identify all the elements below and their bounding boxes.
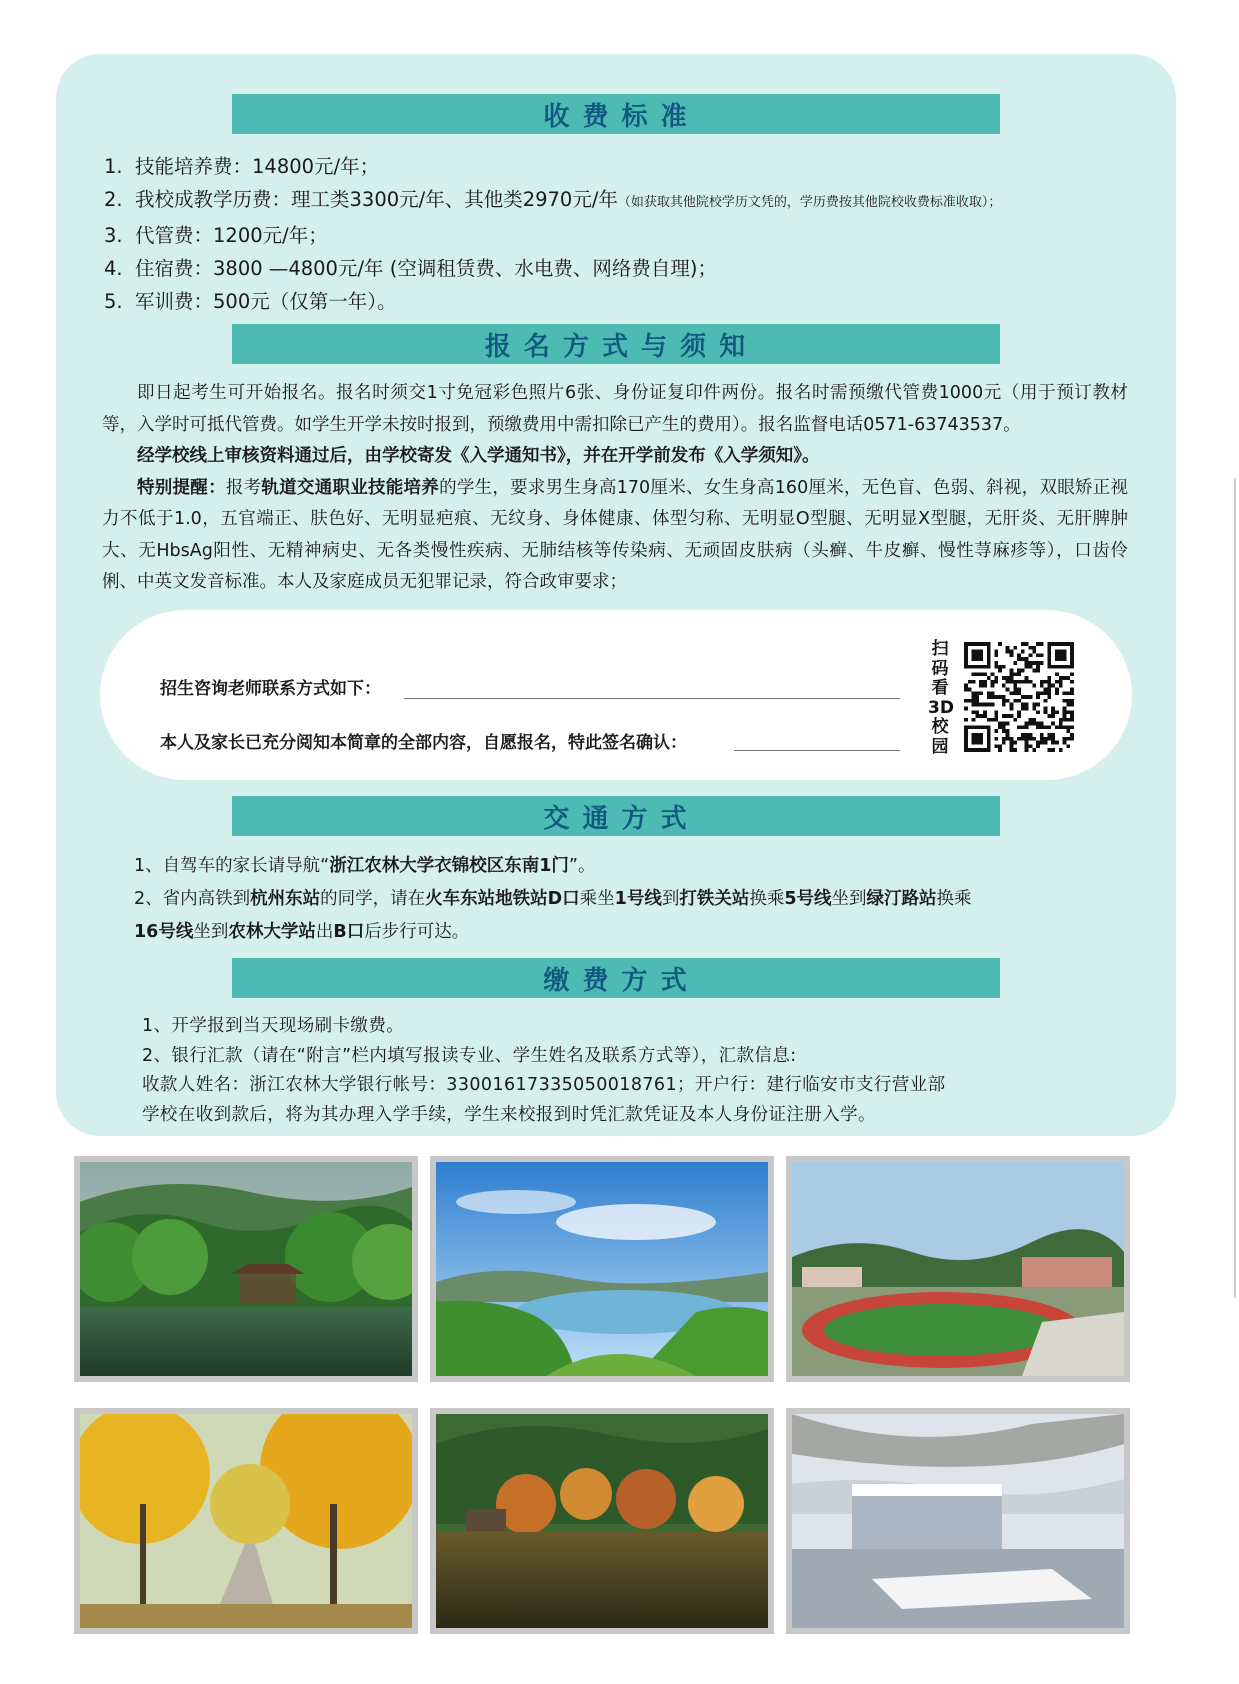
traffic-segment: 到 bbox=[661, 889, 680, 909]
traffic-line-1: 1、自驾车的家长请导航“浙江农林大学衣锦校区东南1门”。 bbox=[134, 856, 596, 876]
traffic-segment: 杭州东站 bbox=[250, 889, 321, 909]
traffic-segment: 坐到 bbox=[831, 889, 867, 909]
campus-photo-ginkgo bbox=[74, 1408, 418, 1634]
payment-line: 1、开学报到当天现场刷卡缴费。 bbox=[142, 1016, 405, 1036]
traffic-segment: 乘坐 bbox=[579, 889, 615, 909]
traffic-segment: 坐到 bbox=[193, 922, 229, 942]
traffic-segment: 1号线 bbox=[614, 889, 662, 909]
campus-photo-pavilion bbox=[74, 1156, 418, 1382]
fee-item: 4. 住宿费：3800 —4800元/年 (空调租赁费、水电费、网络费自理)； bbox=[104, 257, 717, 280]
fee-note: （如获取其他院校学历文凭的，学历费按其他院校收费标准收取）； bbox=[617, 195, 1002, 210]
qr-caption: 扫码看3D校园 bbox=[928, 639, 954, 757]
traffic-segment: 绿汀路站 bbox=[866, 889, 937, 909]
traffic-segment: 2、省内高铁到 bbox=[134, 889, 251, 909]
campus-photo-track bbox=[786, 1156, 1130, 1382]
traffic-segment: 5号线 bbox=[784, 889, 832, 909]
payment-line: 2、银行汇款（请在“附言”栏内填写报读专业、学生姓名及联系方式等），汇款信息: bbox=[142, 1045, 797, 1066]
advisor-contact-label: 招生咨询老师联系方式如下： bbox=[160, 679, 381, 699]
fee-item: 3. 代管费：1200元/年； bbox=[104, 224, 328, 247]
campus-photo-autumn-lake bbox=[430, 1408, 774, 1634]
registration-paragraph: 即日起考生可开始报名。报名时须交1寸免冠彩色照片6张、身份证复印件两份。报名时需预缴代管费1000元（用于预订教材等，入学时可抵代管费。如学生开学未按时报到，预缴费用中需扣除已产生的费用）。报名监督电话0571-63743537。 bbox=[102, 383, 1128, 435]
advisor-contact-line[interactable] bbox=[404, 698, 900, 699]
traffic-segment: 火车东站地铁站D口 bbox=[425, 889, 580, 909]
campus-photo-lake bbox=[430, 1156, 774, 1382]
registration-text bbox=[102, 378, 1128, 599]
traffic-text bbox=[134, 850, 1134, 949]
notice-paragraph: 经学校线上审核资料通过后，由学校寄发《入学通知书》，并在开学前发布《入学须知》。 bbox=[137, 446, 820, 466]
signature-line[interactable] bbox=[734, 750, 900, 751]
traffic-segment: 后步行可达。 bbox=[364, 922, 470, 942]
traffic-line-2 bbox=[134, 883, 1134, 916]
fee-item: 1. 技能培养费：14800元/年； bbox=[104, 155, 380, 178]
campus-photo-snow bbox=[786, 1408, 1130, 1634]
payment-text bbox=[142, 1012, 1142, 1130]
traffic-segment: B口 bbox=[333, 922, 365, 942]
payment-line: 学校在收到款后，将为其办理入学手续，学生来校报到时凭汇款凭证及本人身份证注册入学。 bbox=[142, 1104, 876, 1125]
qr-code-icon[interactable] bbox=[964, 642, 1074, 752]
payment-line: 收款人姓名：浙江农林大学银行帐号：33001617335050018761；开户行：建行临安市支行营业部 bbox=[142, 1075, 946, 1095]
page-edge-line bbox=[1234, 478, 1236, 1298]
fee-item: 2. 我校成教学历费：理工类3300元/年、其他类2970元/年（如获取其他院校学历文凭的，学历费按其他院校收费标准收取）； bbox=[104, 188, 1002, 211]
traffic-segment: 16号线 bbox=[134, 922, 194, 942]
traffic-segment: 换乘 bbox=[749, 889, 785, 909]
traffic-segment: 出 bbox=[315, 922, 334, 942]
traffic-segment: 的同学，请在 bbox=[320, 889, 426, 909]
traffic-section-title: 交 通 方 式 bbox=[232, 796, 1000, 836]
fee-item: 5. 军训费：500元（仅第一年）。 bbox=[104, 290, 397, 313]
traffic-segment: 农林大学站 bbox=[228, 922, 316, 942]
traffic-line-3 bbox=[134, 916, 1134, 949]
traffic-segment: 打铁关站 bbox=[679, 889, 750, 909]
signature-label: 本人及家长已充分阅知本简章的全部内容，自愿报名，特此签名确认： bbox=[160, 733, 687, 753]
fees-section-title: 收 费 标 准 bbox=[232, 94, 1000, 134]
fees-list bbox=[104, 150, 1164, 318]
traffic-segment: 换乘 bbox=[936, 889, 972, 909]
registration-section-title: 报 名 方 式 与 须 知 bbox=[232, 324, 1000, 364]
payment-section-title: 缴 费 方 式 bbox=[232, 958, 1000, 998]
special-reminder: 特别提醒：报考轨道交通职业技能培养的学生，要求男生身高170厘米、女生身高160厘米，无色盲、色弱、斜视，双眼矫正视力不低于1.0，五官端正、肤色好、无明显疤痕、无纹身、身体健康、体型匀称、无明显O型腿、无明显X型腿，无肝炎、无肝脾肿大、无HbsAg阳性、无精神病史、无各类慢性疾病、无肺结核等传染病、无顽固皮肤病（头癣、牛皮癣、慢性荨麻疹等），口齿伶俐、中英文发音标准。本人及家庭成员无犯罪记录，符合政审要求； bbox=[102, 477, 1129, 592]
